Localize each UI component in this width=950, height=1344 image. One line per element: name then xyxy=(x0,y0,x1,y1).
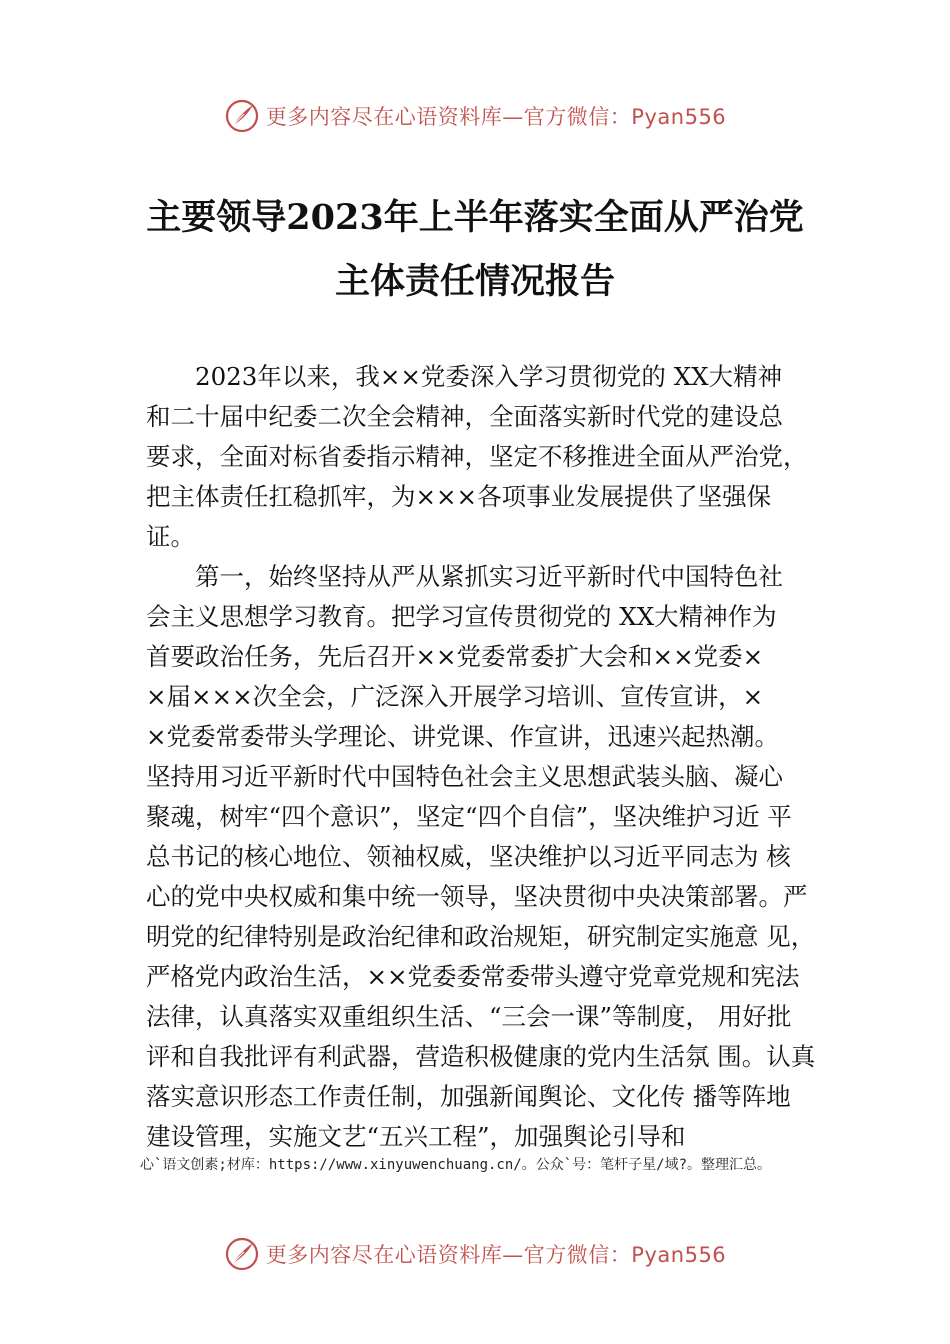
body-line: 和二十届中纪委二次全会精神，全面落实新时代党的建设总 xyxy=(146,402,783,431)
body-line: 第一，始终坚持从严从紧抓实习近平新时代中国特色社 xyxy=(195,562,783,591)
source-note: 心`语文创素;材库：https://www.xinyuwenchuang.cn/。公众`号：笔杆子星/域?。整理汇总。 xyxy=(140,1157,772,1173)
page-title-line-2: 主体责任情况报告 xyxy=(334,261,615,302)
footer-banner xyxy=(0,1232,950,1276)
body-line: 要求，全面对标省委指示精神，坚定不移推进全面从严治党， xyxy=(146,442,808,471)
body-line: 聚魂，树牢“四个意识”，坚定“四个自信”，坚决维护习近 平 xyxy=(146,802,792,831)
body-line: 2023年以来，我××党委深入学习贯彻党的 XX大精神 xyxy=(195,362,783,391)
body-line: 明党的纪律特别是政治纪律和政治规矩，研究制定实施意 见， xyxy=(146,922,816,951)
body-line: 心的党中央权威和集中统一领导，坚决贯彻中央决策部署。严 xyxy=(146,882,808,911)
quill-logo-icon xyxy=(224,98,260,134)
footer-banner-text: 更多内容尽在心语资料库—官方微信：Pyan556 xyxy=(265,1243,727,1267)
header-banner xyxy=(0,94,950,138)
body-line: ×党委常委带头学理论、讲党课、作宣讲，迅速兴起热潮。 xyxy=(146,722,780,751)
body-line: 落实意识形态工作责任制，加强新闻舆论、文化传 播等阵地 xyxy=(146,1082,791,1111)
body-line: 总书记的核心地位、领袖权威，坚决维护以习近平同志为 核 xyxy=(146,842,791,871)
header-banner-text: 更多内容尽在心语资料库—官方微信：Pyan556 xyxy=(265,105,727,129)
body-line: 首要政治任务，先后召开××党委常委扩大会和××党委× xyxy=(146,642,764,671)
body-line: 坚持用习近平新时代中国特色社会主义思想武装头脑、凝心 xyxy=(146,762,783,791)
body-line: 会主义思想学习教育。把学习宣传贯彻党的 XX大精神作为 xyxy=(146,602,777,631)
body-line: 法律，认真落实双重组织生活、“三会一课”等制度， 用好批 xyxy=(146,1002,792,1031)
page-title-line-1: 主要领导2023年上半年落实全面从严治党 xyxy=(146,197,804,238)
body-line: 把主体责任扛稳抓牢，为×××各项事业发展提供了坚强保 xyxy=(146,482,772,511)
body-line: ×届×××次全会，广泛深入开展学习培训、宣传宣讲，× xyxy=(146,682,764,711)
body-line: 评和自我批评有利武器，营造积极健康的党内生活氛 围。认真 xyxy=(146,1042,816,1071)
body-line: 严格党内政治生活，××党委委常委带头遵守党章党规和宪法 xyxy=(146,962,800,991)
body-line: 建设管理，实施文艺“五兴工程”，加强舆论引导和 xyxy=(146,1122,686,1151)
quill-logo-icon xyxy=(224,1236,260,1272)
body-line: 证。 xyxy=(146,522,195,551)
